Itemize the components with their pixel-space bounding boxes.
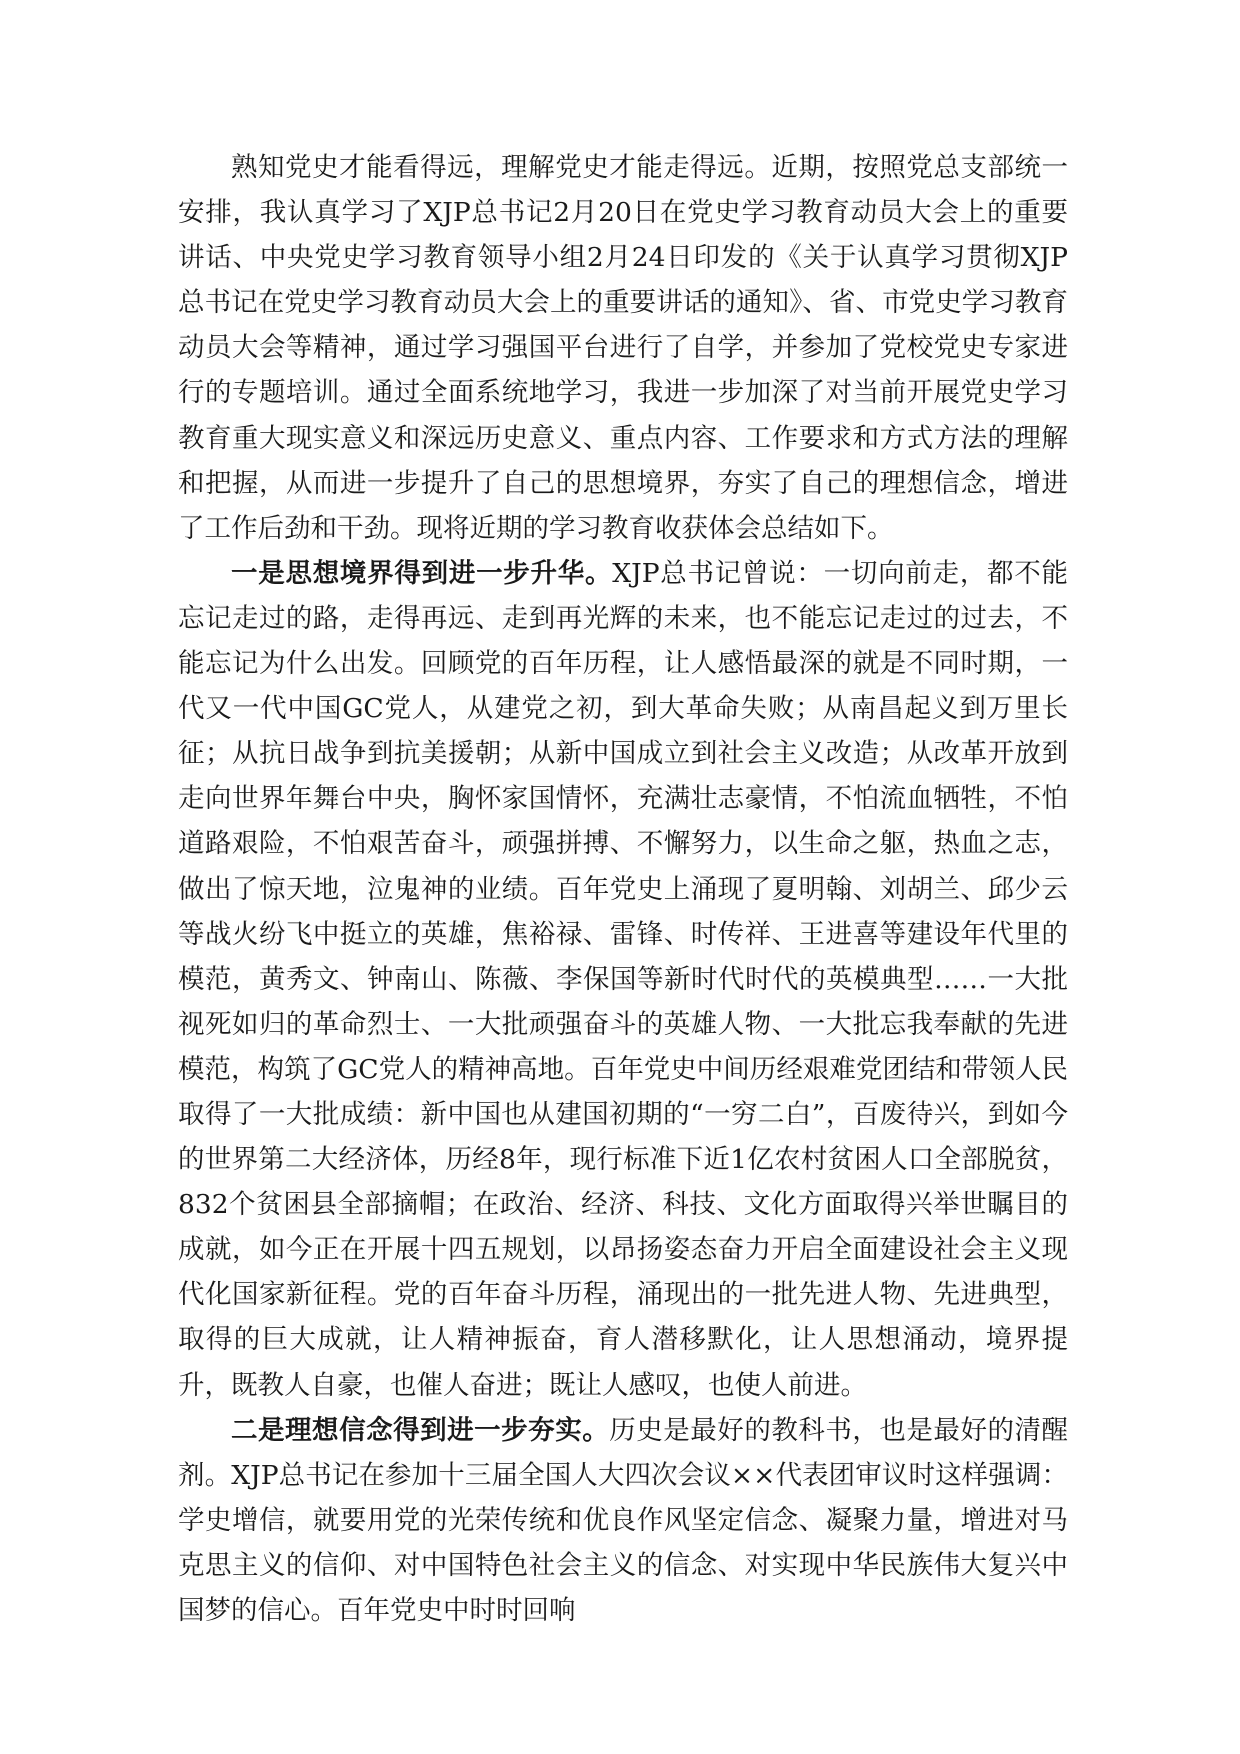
section-heading: 一是思想境界得到进一步升华。	[231, 557, 613, 589]
paragraph-section-1	[178, 551, 1068, 1408]
paragraph-section-2	[178, 1408, 1068, 1633]
paragraph-text: XJP总书记曾说：一切向前走，都不能忘记走过的路，走得再远、走到再光辉的未来，也不能忘记走过的过去，不能忘记为什么出发。回顾党的百年历程，让人感悟最深的就是不同时期，一代又一代中国GC党人，从建党之初，到大革命失败；从南昌起义到万里长征；从抗日战争到抗美援朝；从新中国成立到社会主义改造；从改革开放到走向世界年舞台中央，胸怀家国情怀，充满壮志豪情，不怕流血牺牲，不怕道路艰险，不怕艰苦奋斗，顽强拼搏、不懈努力，以生命之躯，热血之志，做出了惊天地，泣鬼神的业绩。百年党史上涌现了夏明翰、刘胡兰、邱少云等战火纷飞中挺立的英雄，焦裕禄、雷锋、时传祥、王进喜等建设年代里的模范，黄秀文、钟南山、陈薇、李保国等新时代时代的英模典型……一大批视死如归的革命烈士、一大批顽强奋斗的英雄人物、一大批忘我奉献的先进模范，构筑了GC党人的精神高地。百年党史中间历经艰难党团结和带领人民取得了一大批成绩：新中国也从建国初期的“一穷二白”，百废待兴，到如今的世界第二大经济体，历经8年，现行标准下近1亿农村贫困人口全部脱贫，832个贫困县全部摘帽；在政治、经济、科技、文化方面取得兴举世瞩目的成就，如今正在开展十四五规划，以昂扬姿态奋力开启全面建设社会主义现代化国家新征程。党的百年奋斗历程，涌现出的一批先进人物、先进典型，取得的巨大成就，让人精神振奋，育人潜移默化，让人思想涌动，境界提升，既教人自豪，也催人奋进；既让人感叹，也使人前进。	[178, 557, 1069, 1401]
document-body	[178, 145, 1068, 1633]
paragraph-text: 历史是最好的教科书，也是最好的清醒剂。XJP总书记在参加十三届全国人大四次会议××代表团审议时这样强调：学史增信，就要用党的光荣传统和优良作风坚定信念、凝聚力量，增进对马克思主义的信仰、对中国特色社会主义的信念、对实现中华民族伟大复兴中国梦的信心。百年党史中时时回响	[178, 1414, 1069, 1626]
section-heading: 二是理想信念得到进一步夯实。	[231, 1414, 610, 1446]
paragraph-intro	[178, 145, 1068, 551]
paragraph-text: 熟知党史才能看得远，理解党史才能走得远。近期，按照党总支部统一安排，我认真学习了XJP总书记2月20日在党史学习教育动员大会上的重要讲话、中央党史学习教育领导小组2月24日印发的《关于认真学习贯彻XJP总书记在党史学习教育动员大会上的重要讲话的通知》、省、市党史学习教育动员大会等精神，通过学习强国平台进行了自学，并参加了党校党史专家进行的专题培训。通过全面系统地学习，我进一步加深了对当前开展党史学习教育重大现实意义和深远历史意义、重点内容、工作要求和方式方法的理解和把握，从而进一步提升了自己的思想境界，夯实了自己的理想信念，增进了工作后劲和干劲。现将近期的学习教育收获体会总结如下。	[178, 152, 1068, 544]
